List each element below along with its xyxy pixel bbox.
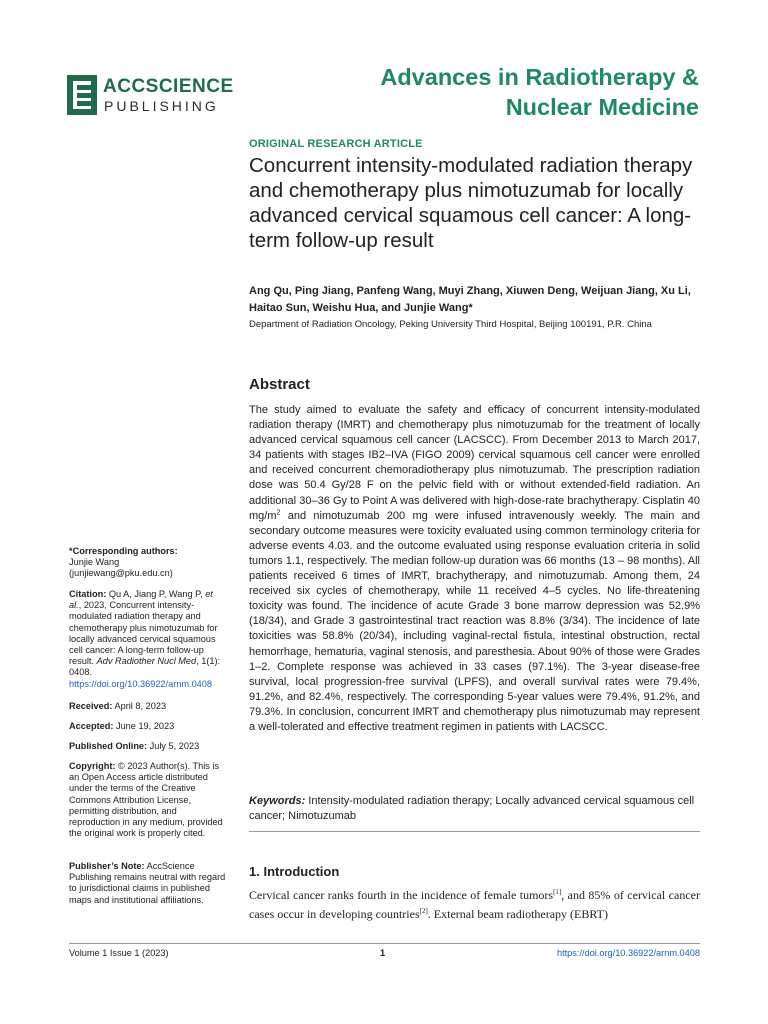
abstract-text-part2: and nimotuzumab 200 mg were infused intravenously weekly. The main and secondary outcome measures were toxicity evaluated using common terminology criteria for adverse events 4.03. and the outcome evaluated using response evaluation criteria in solid tumors 1.1, respectively. The median follow-up duration was 66 months (13 – 98 months). All patients received 6 times of IMRT, brachytherapy, and nimotuzumab. Among them, 24 received six cycles of chemotherapy, while 11 received 4–5 cycles. No life-threatening toxicity was found. The incidence of acute Grade 3 bone marrow depression was 52.9% (18/34), and Grade 3 gastrointestinal tract reaction was 8.8% (3/34). The incidence of late toxicities was 58.8% (20/34), including vaginal-rectal fistula, intestinal obstruction, rectal hemorrhage, hematuria, vaginal stenosis, and paresthesia. About 90% of those were Grades 1–2. Complete response was achieved in 33 cases (97.1%). The 3-year disease-free survival, local progression-free survival (LPFS), and overall survival rates were 79.4%, 91.2%, and 82.4%, respectively. The corresponding 5-year values were 79.4%, 91.2%, and 79.3%. In conclusion, concurrent IMRT and chemotherapy plus nimotuzumab may represent a well-tolerated and effective treatment regimen in patients with LACSCC. bbox=[249, 509, 700, 733]
accepted-date bbox=[69, 721, 227, 732]
intro-text-2: , and 85% of cervical cancer cases occur in developing countries bbox=[249, 888, 700, 921]
copyright-notice bbox=[69, 761, 227, 839]
footer-volume: Volume 1 Issue 1 (2023) bbox=[69, 948, 169, 958]
citation-title: , 2023, Concurrent intensity-modulated radiation therapy and chemotherapy plus nimotuzumab for locally advanced cervical squamous cell cancer: A long-term follow-up result. bbox=[69, 600, 218, 667]
journal-title-line2: Nuclear Medicine bbox=[505, 94, 699, 120]
published-label: Published Online: bbox=[69, 741, 148, 751]
accepted-label: Accepted: bbox=[69, 721, 114, 731]
published-value: July 5, 2023 bbox=[147, 741, 200, 751]
received-value: April 8, 2023 bbox=[112, 701, 167, 711]
page-number: 1 bbox=[380, 948, 386, 958]
citation-ref-2[interactable]: [2] bbox=[419, 907, 428, 915]
publisher-logo bbox=[67, 73, 242, 117]
citation-etal: et al. bbox=[69, 589, 213, 611]
publisher-name-top: ACCSCIENCE bbox=[103, 76, 234, 97]
corresponding-email[interactable]: (junjiewang@pku.edu.cn) bbox=[69, 568, 173, 579]
abstract-superscript: 2 bbox=[276, 509, 281, 516]
keywords-label: Keywords: bbox=[249, 795, 306, 807]
copyright-label: Copyright: bbox=[69, 761, 116, 771]
section-divider bbox=[249, 831, 700, 832]
introduction-text bbox=[249, 886, 700, 924]
copyright-text: © 2023 Author(s). This is an Open Access article distributed under the terms of the Creative Commons Attribution License, permitting distribution, and reproduction in any medium, provided the original work is properly cited. bbox=[69, 761, 223, 839]
intro-text-3: . External beam radiotherapy (EBRT) bbox=[427, 907, 608, 921]
citation-authors: Qu A, Jiang P, Wang P, bbox=[106, 589, 206, 599]
accscience-logo-icon bbox=[67, 75, 97, 115]
author-list: Ang Qu, Ping Jiang, Panfeng Wang, Muyi Zhang, Xiuwen Deng, Weijuan Jiang, Xu Li, Haitao Sun, Weishu Hua, and Junjie Wang* bbox=[249, 285, 691, 314]
citation-doi-link[interactable]: https://doi.org/10.36922/arnm.0408 bbox=[69, 678, 213, 689]
journal-title-line1: Advances in Radiotherapy & bbox=[380, 64, 699, 90]
citation-volume: , 1(1): 0408. bbox=[69, 656, 221, 678]
corresponding-name: Junjie Wang bbox=[69, 557, 120, 568]
publisher-name-bottom: PUBLISHING bbox=[104, 98, 219, 114]
article-type: ORIGINAL RESEARCH ARTICLE bbox=[249, 138, 423, 150]
affiliation: Department of Radiation Oncology, Peking University Third Hospital, Beijing 100191, P.R. China bbox=[249, 319, 652, 330]
citation-journal: Adv Radiother Nucl Med bbox=[96, 656, 197, 667]
abstract-text bbox=[249, 403, 700, 735]
citation-label: Citation: bbox=[69, 589, 107, 599]
publisher-note-label: Publisher’s Note: bbox=[69, 861, 145, 871]
article-title: Concurrent intensity-modulated radiation therapy and chemotherapy plus nimotuzumab for locally advanced cervical squamous cell cancer: A long-term follow-up result bbox=[249, 154, 693, 252]
accepted-value: June 19, 2023 bbox=[113, 721, 175, 731]
journal-title bbox=[380, 62, 699, 122]
abstract-text-part1: The study aimed to evaluate the safety and efficacy of concurrent intensity-modulated radiation therapy (IMRT) and chemotherapy plus nimotuzumab for the treatment of locally advanced cervical squamous cell cancer (LACSCC). From December 2013 to March 2017, 34 patients with stages IB2–IVA (FIGO 2009) cervical squamous cell cancer were enrolled and received concurrent chemoradiotherapy plus nimotuzumab. The prescription radiation dose was 50.4 Gy/28 F on the pelvic field with or without extended-field radiation. An additional 30–36 Gy to Point A was delivered with high-dose-rate brachytherapy. Cisplatin 40 mg/m bbox=[249, 404, 700, 522]
keywords-text: Intensity-modulated radiation therapy; Locally advanced cervical squamous cell cancer; Nimotuzumab bbox=[249, 795, 695, 823]
footer-divider bbox=[69, 943, 700, 944]
abstract-heading: Abstract bbox=[249, 376, 310, 393]
received-label: Received: bbox=[69, 701, 113, 711]
corresponding-label: *Corresponding authors: bbox=[69, 546, 178, 556]
publisher-note bbox=[69, 861, 227, 906]
published-date bbox=[69, 741, 227, 752]
received-date bbox=[69, 701, 227, 712]
corresponding-author bbox=[69, 546, 227, 580]
citation-ref-1[interactable]: [1] bbox=[553, 888, 562, 896]
publisher-note-text: AccScience Publishing remains neutral with regard to jurisdictional claims in published maps and institutional affiliations. bbox=[69, 861, 226, 905]
citation-block bbox=[69, 589, 227, 690]
footer-doi-link[interactable]: https://doi.org/10.36922/arnm.0408 bbox=[556, 948, 700, 958]
keywords bbox=[249, 794, 700, 824]
introduction-heading: 1. Introduction bbox=[249, 864, 340, 879]
intro-text-1: Cervical cancer ranks fourth in the incidence of female tumors bbox=[249, 888, 554, 902]
